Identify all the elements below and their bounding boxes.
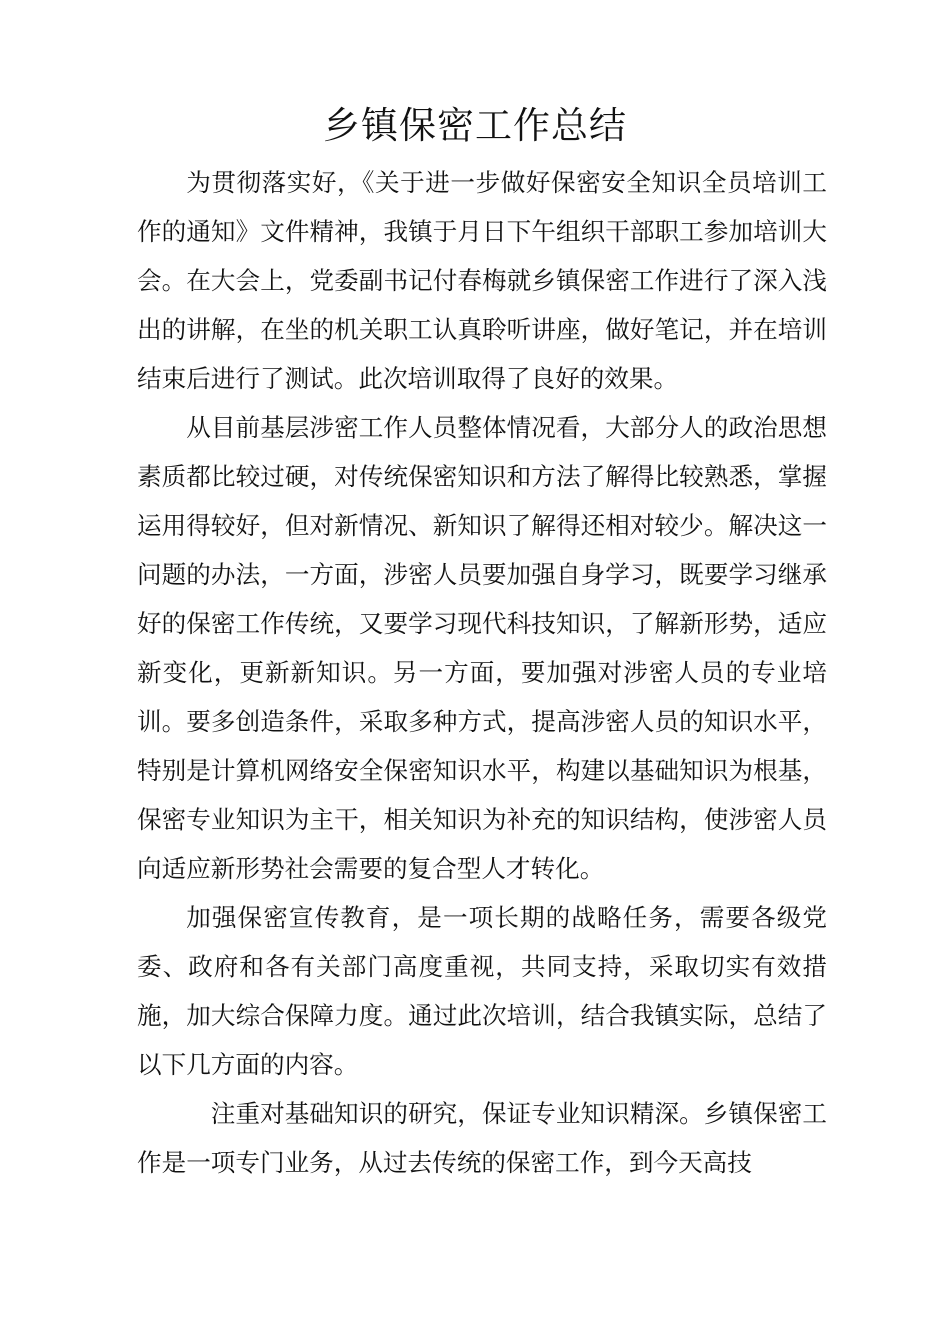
document-title: 乡镇保密工作总结	[323, 104, 627, 147]
paragraph-staff-situation: 从目前基层涉密工作人员整体情况看，大部分人的政治思想素质都比较过硬，对传统保密知识和方法了解得比较熟悉，掌握运用得较好，但对新情况、新知识了解得还相对较少。解决这一问题的办法，一方面，涉密人员要加强自身学习，既要学习继承好的保密工作传统，又要学习现代科技知识，了解新形势，适应新变化，更新新知识。另一方面，要加强对涉密人员的专业培训。要多创造条件，采取多种方式，提高涉密人员的知识水平，特别是计算机网络安全保密知识水平，构建以基础知识为根基，保密专业知识为主干，相关知识为补充的知识结构，使涉密人员向适应新形势社会需要的复合型人才转化。	[137, 413, 827, 883]
paragraph-basic-knowledge: 注重对基础知识的研究，保证专业知识精深。乡镇保密工作是一项专门业务，从过去传统的保密工作，到今天高技	[137, 1099, 827, 1177]
document-body	[137, 158, 827, 1187]
paragraph-publicity-education: 加强保密宣传教育，是一项长期的战略任务，需要各级党委、政府和各有关部门高度重视，共同支持，采取切实有效措施，加大综合保障力度。通过此次培训，结合我镇实际，总结了以下几方面的内容。	[137, 903, 827, 1079]
paragraph-training-meeting: 为贯彻落实好，《关于进一步做好保密安全知识全员培训工作的通知》文件精神，我镇于月日下午组织干部职工参加培训大会。在大会上，党委副书记付春梅就乡镇保密工作进行了深入浅出的讲解，在坐的机关职工认真聆听讲座，做好笔记，并在培训结束后进行了测试。此次培训取得了良好的效果。	[137, 168, 827, 393]
